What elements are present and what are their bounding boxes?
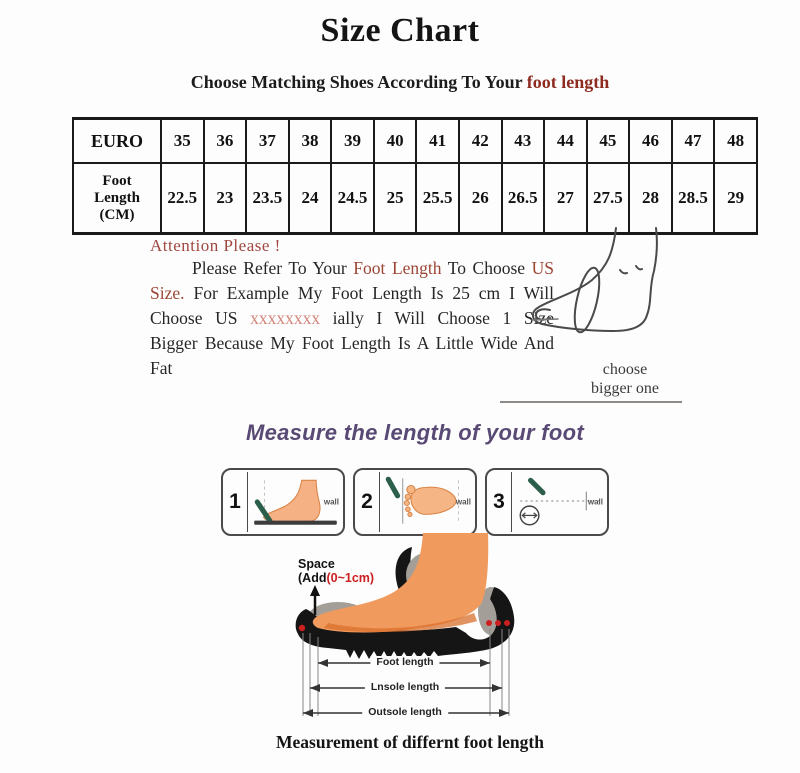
foot-length-cell: 25 xyxy=(374,163,417,234)
attention-text: For Example My Foot Length Is 25 cm I Will Choose US xyxy=(150,283,554,328)
table-row-foot-length xyxy=(73,163,757,234)
euro-size-cell: 46 xyxy=(629,119,672,164)
page-title: Size Chart xyxy=(320,12,480,49)
attention-text-foot-length: Foot Length xyxy=(353,258,442,278)
measure-steps xyxy=(221,468,609,536)
note-line-1: choose xyxy=(602,361,648,378)
step-number: 3 xyxy=(493,490,505,513)
subtitle-highlight: foot length xyxy=(526,72,610,92)
attention-text: ially I Will Choose 1 Size Bigger Because My Foot Length Is A Little Wide And Fat xyxy=(150,308,554,378)
step-number: 1 xyxy=(229,490,241,513)
foot-length-cell: 23.5 xyxy=(246,163,289,234)
space-label-range: (0~1cm) xyxy=(326,571,375,585)
space-label xyxy=(298,557,374,585)
table-row-euro xyxy=(73,119,757,164)
foot-length-arrow-label: Foot length xyxy=(370,656,439,668)
foot-length-cell: 24.5 xyxy=(331,163,374,234)
foot-length-cell: 26.5 xyxy=(502,163,545,234)
choose-bigger-note xyxy=(545,360,705,398)
subtitle-text: Choose Matching Shoes According To Your xyxy=(190,72,527,92)
attention-heading: Attention Please ! xyxy=(150,236,281,255)
foot-length-cell: 27 xyxy=(544,163,587,234)
outsole-length-arrow-label: Outsole length xyxy=(362,706,448,718)
attention-text-censored: xxxxxxxx xyxy=(250,308,321,328)
size-chart-table xyxy=(72,117,758,235)
insole-length-arrow-label: Lnsole length xyxy=(365,681,445,693)
shoe-measurement-diagram xyxy=(288,533,720,733)
foot-length-cell: 23 xyxy=(204,163,247,234)
foot-length-cell: 22.5 xyxy=(161,163,204,234)
euro-size-cell: 37 xyxy=(246,119,289,164)
attention-text-us-size: US Size. xyxy=(150,258,554,303)
euro-size-cell: 41 xyxy=(416,119,459,164)
measure-heading: Measure the length of your foot xyxy=(245,420,585,445)
euro-size-cell: 48 xyxy=(714,119,757,164)
euro-size-cell: 45 xyxy=(587,119,630,164)
space-label-add: (Add xyxy=(298,571,327,585)
euro-size-cell: 47 xyxy=(672,119,715,164)
euro-size-cell: 35 xyxy=(161,119,204,164)
foot-length-cell: 24 xyxy=(289,163,332,234)
euro-size-cell: 44 xyxy=(544,119,587,164)
euro-size-cell: 40 xyxy=(374,119,417,164)
bottom-caption: Measurement of differnt foot length xyxy=(276,732,544,752)
step-panel-2 xyxy=(353,468,477,536)
euro-row-header: EURO xyxy=(73,119,161,164)
note-line-2: bigger one xyxy=(591,380,659,397)
wall-label: wall xyxy=(587,497,603,507)
euro-size-cell: 43 xyxy=(502,119,545,164)
step-panel-1 xyxy=(221,468,345,536)
measure-circle-icon xyxy=(520,506,539,525)
wall-label: wall xyxy=(323,497,339,507)
foot-length-cell: 27.5 xyxy=(587,163,630,234)
subtitle xyxy=(0,72,800,93)
foot-length-cell: 28 xyxy=(629,163,672,234)
foot-length-cell: 29 xyxy=(714,163,757,234)
attention-text: To Choose xyxy=(441,258,532,278)
attention-paragraph xyxy=(150,256,554,381)
wall-label: wall xyxy=(455,497,471,507)
divider-line xyxy=(500,401,682,403)
foot-length-cell: 28.5 xyxy=(672,163,715,234)
euro-size-cell: 42 xyxy=(459,119,502,164)
euro-size-cell: 36 xyxy=(204,119,247,164)
step-panel-3 xyxy=(485,468,609,536)
space-label-title: Space xyxy=(298,557,335,571)
euro-size-cell: 38 xyxy=(289,119,332,164)
euro-size-cell: 39 xyxy=(331,119,374,164)
attention-text: Please Refer To Your xyxy=(192,258,354,278)
foot-length-cell: 25.5 xyxy=(416,163,459,234)
foot-length-cell: 26 xyxy=(459,163,502,234)
foot-length-row-header: Foot Length (CM) xyxy=(73,163,161,234)
step-number: 2 xyxy=(361,490,373,513)
